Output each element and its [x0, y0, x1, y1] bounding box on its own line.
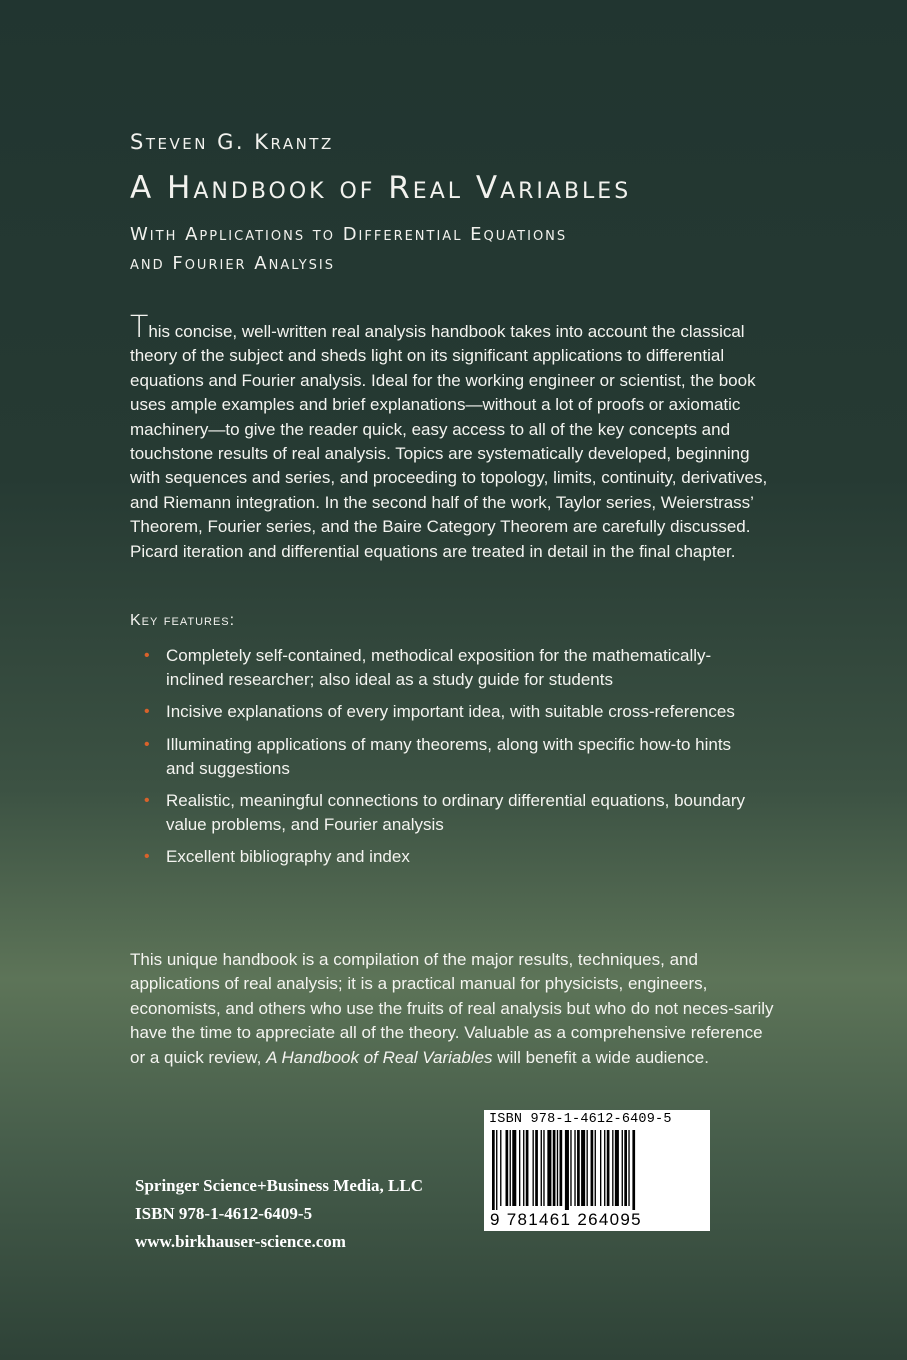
publisher-name: Springer Science+Business Media, LLC	[135, 1176, 424, 1195]
key-features-heading: Key features:	[130, 612, 236, 629]
barcode-bar	[604, 1130, 605, 1206]
barcode-bar	[523, 1130, 524, 1206]
barcode-bars	[490, 1130, 704, 1210]
barcode-bar	[570, 1130, 571, 1206]
barcode-bar	[510, 1130, 511, 1206]
barcode-bar	[526, 1130, 529, 1206]
bullet-icon: •	[144, 848, 150, 866]
isbn-barcode	[484, 1110, 710, 1231]
feature-text: Realistic, meaningful connections to ordinary differential equations, boundary value problems, and Fourier analysis	[166, 791, 745, 835]
publisher-info	[135, 1172, 423, 1256]
key-features-list	[130, 644, 750, 878]
bullet-icon: •	[144, 703, 150, 721]
subtitle-line-2: and Fourier Analysis	[130, 253, 336, 274]
feature-text: Excellent bibliography and index	[166, 847, 410, 867]
barcode-bar	[632, 1130, 635, 1210]
publisher-isbn: ISBN 978-1-4612-6409-5	[135, 1204, 313, 1223]
barcode-bar	[557, 1130, 558, 1206]
barcode-bar	[533, 1130, 534, 1206]
barcode-bar	[565, 1130, 569, 1210]
feature-text: Incisive explanations of every important idea, with suitable cross-references	[166, 702, 735, 722]
book-subtitle	[130, 220, 750, 278]
barcode-bar	[547, 1130, 551, 1206]
barcode-bar	[553, 1130, 556, 1206]
author-name: Steven G. Krantz	[130, 130, 334, 154]
barcode-bar	[624, 1130, 627, 1206]
barcode-bar	[535, 1130, 538, 1206]
barcode-bar	[492, 1130, 495, 1210]
description-paragraph	[130, 310, 782, 564]
feature-item	[130, 700, 750, 724]
barcode-bar	[500, 1130, 501, 1206]
bullet-icon: •	[144, 792, 150, 810]
barcode-bar	[543, 1130, 544, 1206]
barcode-bar	[512, 1130, 516, 1206]
feature-text: Completely self-contained, methodical exposition for the mathematically-inclined researcher; also ideal as a study guide for students	[166, 646, 712, 690]
description-text: his concise, well-written real analysis handbook takes into account the classical theory of the subject and sheds light on its significant applications to differential equations and Fourier analysis. Ideal for the working engineer or scientist, the book uses ample examples and brief explanations—without a lot of proofs or axiomatic machinery—to give the reader quick, easy access to all of the key concepts and touchstone results of real analysis. Topics are systematically developed, beginning with sequences and series, and proceeding to topology, limits, continuity, derivatives, and Riemann integration. In the second half of the work, Taylor series, Weierstrass’ Theorem, Fourier series, and the Baire Category Theorem are carefully discussed. Picard iteration and differential equations are treated in detail in the final chapter.	[130, 322, 768, 561]
barcode-isbn-label: ISBN 978-1-4612-6409-5	[489, 1112, 672, 1127]
book-title-italic: A Handbook of Real Variables	[266, 1047, 493, 1067]
feature-item	[130, 644, 750, 692]
barcode-bar	[541, 1130, 542, 1206]
bullet-icon: •	[144, 647, 150, 664]
barcode-bar	[622, 1130, 623, 1206]
feature-item	[130, 789, 750, 837]
feature-text: Illuminating applications of many theorems, along with specific how-to hints and suggestions	[166, 734, 732, 778]
barcode-bar	[574, 1130, 575, 1206]
barcode-bar	[577, 1130, 580, 1206]
barcode-bar	[581, 1130, 585, 1206]
barcode-bar	[595, 1130, 596, 1206]
barcode-bar	[615, 1130, 619, 1206]
publisher-website: www.birkhauser-science.com	[135, 1232, 346, 1251]
subtitle-line-1: With Applications to Differential Equations	[130, 224, 568, 245]
book-title: A Handbook of Real Variables	[130, 170, 632, 206]
barcode-bar	[560, 1130, 563, 1206]
closing-paragraph	[130, 948, 780, 1070]
barcode-bar	[506, 1130, 509, 1206]
drop-cap: T	[130, 310, 149, 345]
feature-item	[130, 733, 750, 781]
barcode-bar	[607, 1130, 610, 1206]
bullet-icon: •	[144, 735, 150, 753]
barcode-bar	[591, 1130, 594, 1206]
barcode-bar	[612, 1130, 613, 1206]
barcode-bar	[519, 1130, 520, 1206]
barcode-bar	[496, 1130, 497, 1210]
closing-text-start: This unique handbook is a compilation of the major results, techniques, and applications of real analysis; it is a practical manual for physicists, engineers, economists, and others who use the fruits of real analysis but who do not neces-sarily have the time to appreciate all of the theory. Valuable as a comprehensive reference or a quick review,	[130, 950, 774, 1067]
barcode-bar	[600, 1130, 601, 1206]
barcode-digits: 9 781461 264095	[490, 1210, 642, 1229]
closing-text-end: will benefit a wide audience.	[492, 1047, 709, 1067]
barcode-bar	[628, 1130, 629, 1206]
barcode-bar	[587, 1130, 588, 1206]
feature-item	[130, 845, 750, 869]
